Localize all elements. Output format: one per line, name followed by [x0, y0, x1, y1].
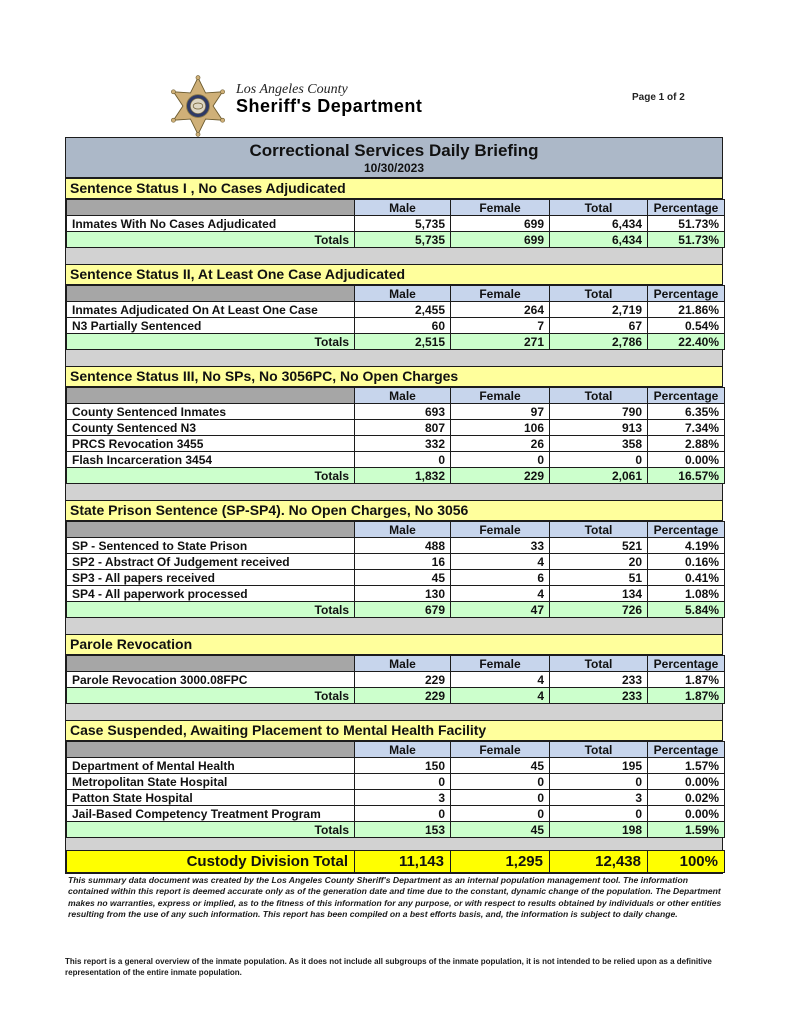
section-table — [66, 521, 725, 618]
column-header: Female — [451, 200, 550, 216]
column-header: Total — [550, 656, 648, 672]
column-header: Percentage — [648, 742, 725, 758]
totals-row — [67, 468, 725, 484]
cell-value: 233 — [550, 672, 648, 688]
cell-value: 2,455 — [355, 302, 451, 318]
table-row — [67, 806, 725, 822]
section-header: Sentence Status I , No Cases Adjudicated — [66, 178, 722, 199]
totals-value: 45 — [451, 822, 550, 838]
cell-value: 0 — [550, 452, 648, 468]
totals-value: 6,434 — [550, 232, 648, 248]
section-table — [66, 655, 725, 704]
totals-value: 2,786 — [550, 334, 648, 350]
totals-value: 22.40% — [648, 334, 725, 350]
cell-value: 0.16% — [648, 554, 725, 570]
row-label: Parole Revocation 3000.08FPC — [67, 672, 355, 688]
grand-total-percentage: 100% — [648, 851, 725, 873]
section-table — [66, 199, 725, 248]
column-header: Male — [355, 388, 451, 404]
cell-value: 0 — [550, 774, 648, 790]
cell-value: 0.02% — [648, 790, 725, 806]
report-section — [66, 264, 722, 350]
cell-value: 1.08% — [648, 586, 725, 602]
section-header: Parole Revocation — [66, 634, 722, 655]
cell-value: 6.35% — [648, 404, 725, 420]
totals-label: Totals — [67, 822, 355, 838]
cell-value: 7 — [451, 318, 550, 334]
cell-value: 0 — [451, 452, 550, 468]
totals-value: 726 — [550, 602, 648, 618]
column-header: Female — [451, 522, 550, 538]
totals-value: 2,061 — [550, 468, 648, 484]
totals-row — [67, 688, 725, 704]
cell-value: 4 — [451, 672, 550, 688]
totals-value: 229 — [355, 688, 451, 704]
column-header: Male — [355, 742, 451, 758]
totals-value: 5.84% — [648, 602, 725, 618]
row-label: Inmates Adjudicated On At Least One Case — [67, 302, 355, 318]
cell-value: 0 — [451, 774, 550, 790]
cell-value: 2,719 — [550, 302, 648, 318]
document-header — [0, 0, 791, 137]
column-header-row — [67, 286, 725, 302]
row-label: SP - Sentenced to State Prison — [67, 538, 355, 554]
totals-value: 4 — [451, 688, 550, 704]
table-row — [67, 302, 725, 318]
column-header: Percentage — [648, 522, 725, 538]
row-label: Department of Mental Health — [67, 758, 355, 774]
cell-value: 0 — [451, 790, 550, 806]
cell-value: 790 — [550, 404, 648, 420]
totals-label: Totals — [67, 232, 355, 248]
cell-value: 4.19% — [648, 538, 725, 554]
cell-value: 229 — [355, 672, 451, 688]
column-header: Total — [550, 522, 648, 538]
totals-value: 271 — [451, 334, 550, 350]
totals-value: 153 — [355, 822, 451, 838]
column-header: Male — [355, 200, 451, 216]
cell-value: 0 — [355, 452, 451, 468]
cell-value: 150 — [355, 758, 451, 774]
table-row — [67, 452, 725, 468]
column-header-row — [67, 742, 725, 758]
cell-value: 5,735 — [355, 216, 451, 232]
row-label: N3 Partially Sentenced — [67, 318, 355, 334]
table-row — [67, 420, 725, 436]
column-header: Male — [355, 522, 451, 538]
cell-value: 20 — [550, 554, 648, 570]
report-title: Correctional Services Daily Briefing — [249, 141, 539, 160]
cell-value: 1.57% — [648, 758, 725, 774]
cell-value: 332 — [355, 436, 451, 452]
table-row — [67, 216, 725, 232]
table-row — [67, 758, 725, 774]
row-label: County Sentenced Inmates — [67, 404, 355, 420]
table-row — [67, 672, 725, 688]
totals-label: Totals — [67, 468, 355, 484]
cell-value: 106 — [451, 420, 550, 436]
totals-label: Totals — [67, 334, 355, 350]
totals-row — [67, 602, 725, 618]
totals-value: 5,735 — [355, 232, 451, 248]
cell-value: 0 — [355, 806, 451, 822]
cell-value: 4 — [451, 586, 550, 602]
cell-value: 51.73% — [648, 216, 725, 232]
totals-value: 2,515 — [355, 334, 451, 350]
column-header: Total — [550, 286, 648, 302]
cell-value: 45 — [355, 570, 451, 586]
corner-cell — [67, 742, 355, 758]
cell-value: 521 — [550, 538, 648, 554]
report-sections — [66, 178, 722, 838]
cell-value: 0.54% — [648, 318, 725, 334]
column-header: Percentage — [648, 388, 725, 404]
corner-cell — [67, 656, 355, 672]
cell-value: 0 — [355, 774, 451, 790]
custody-division-total-row — [66, 850, 725, 873]
column-header: Female — [451, 742, 550, 758]
cell-value: 3 — [355, 790, 451, 806]
cell-value: 807 — [355, 420, 451, 436]
row-label: Inmates With No Cases Adjudicated — [67, 216, 355, 232]
table-row — [67, 404, 725, 420]
disclaimer-text: This summary data document was created by the Los Angeles County Sheriff's Department as an internal population management tool. The information contained within this report is deemed accurate only as of the generation date and time due to the constant, dynamic change of the population. The Department makes no warranties, express or implied, as to the fitness of this information for any purpose, or with respect to results obtained by individuals or other entities resulting from the use of any such information. This report has been compiled on a best efforts basis, and, the information is subject to daily change. — [68, 874, 722, 920]
cell-value: 264 — [451, 302, 550, 318]
totals-label: Totals — [67, 688, 355, 704]
report-date: 10/30/2023 — [363, 161, 425, 175]
corner-cell — [67, 388, 355, 404]
section-header: Sentence Status III, No SPs, No 3056PC, No Open Charges — [66, 366, 722, 387]
section-table — [66, 741, 725, 838]
totals-row — [67, 232, 725, 248]
overview-note-text: This report is a general overview of the inmate population. As it does not include all subgroups of the inmate population, it is not intended to be relied upon as a definitive representation of the entire inmate population. — [65, 957, 712, 977]
column-header-row — [67, 200, 725, 216]
corner-cell — [67, 286, 355, 302]
cell-value: 0.00% — [648, 774, 725, 790]
totals-value: 1,832 — [355, 468, 451, 484]
logo-text — [236, 74, 422, 116]
corner-cell — [67, 200, 355, 216]
cell-value: 45 — [451, 758, 550, 774]
row-label: County Sentenced N3 — [67, 420, 355, 436]
row-label: Patton State Hospital — [67, 790, 355, 806]
totals-value: 198 — [550, 822, 648, 838]
sheriff-star-badge-icon — [166, 74, 230, 138]
totals-value: 1.59% — [648, 822, 725, 838]
report-title-bar — [66, 138, 722, 178]
cell-value: 26 — [451, 436, 550, 452]
column-header: Female — [451, 656, 550, 672]
report-section — [66, 500, 722, 618]
totals-label: Totals — [67, 602, 355, 618]
section-header: State Prison Sentence (SP-SP4). No Open Charges, No 3056 — [66, 500, 722, 521]
section-header: Case Suspended, Awaiting Placement to Mental Health Facility — [66, 720, 722, 741]
totals-value: 1.87% — [648, 688, 725, 704]
row-label: Flash Incarceration 3454 — [67, 452, 355, 468]
totals-value: 16.57% — [648, 468, 725, 484]
report-section — [66, 634, 722, 704]
grand-total-label: Custody Division Total — [67, 851, 355, 873]
cell-value: 60 — [355, 318, 451, 334]
totals-value: 229 — [451, 468, 550, 484]
cell-value: 0 — [451, 806, 550, 822]
column-header: Percentage — [648, 656, 725, 672]
totals-row — [67, 822, 725, 838]
column-header: Total — [550, 742, 648, 758]
logo-department-line: Sheriff's Department — [236, 96, 423, 116]
cell-value: 195 — [550, 758, 648, 774]
grand-total-male: 11,143 — [355, 851, 451, 873]
lasd-logo — [166, 74, 422, 138]
row-label: PRCS Revocation 3455 — [67, 436, 355, 452]
cell-value: 3 — [550, 790, 648, 806]
column-header: Percentage — [648, 286, 725, 302]
cell-value: 488 — [355, 538, 451, 554]
report-section — [66, 178, 722, 248]
cell-value: 33 — [451, 538, 550, 554]
column-header: Female — [451, 286, 550, 302]
corner-cell — [67, 522, 355, 538]
cell-value: 358 — [550, 436, 648, 452]
section-table — [66, 387, 725, 484]
cell-value: 67 — [550, 318, 648, 334]
table-row — [67, 790, 725, 806]
cell-value: 699 — [451, 216, 550, 232]
cell-value: 7.34% — [648, 420, 725, 436]
column-header: Female — [451, 388, 550, 404]
table-row — [67, 318, 725, 334]
grand-total-wrap — [66, 850, 722, 873]
table-row — [67, 586, 725, 602]
section-table — [66, 285, 725, 350]
column-header: Total — [550, 388, 648, 404]
cell-value: 16 — [355, 554, 451, 570]
section-header: Sentence Status II, At Least One Case Adjudicated — [66, 264, 722, 285]
totals-value: 51.73% — [648, 232, 725, 248]
grand-total-female: 1,295 — [451, 851, 550, 873]
table-row — [67, 774, 725, 790]
table-row — [67, 554, 725, 570]
row-label: SP2 - Abstract Of Judgement received — [67, 554, 355, 570]
cell-value: 0.00% — [648, 452, 725, 468]
cell-value: 130 — [355, 586, 451, 602]
row-label: Jail-Based Competency Treatment Program — [67, 806, 355, 822]
cell-value: 134 — [550, 586, 648, 602]
cell-value: 693 — [355, 404, 451, 420]
totals-value: 47 — [451, 602, 550, 618]
cell-value: 21.86% — [648, 302, 725, 318]
cell-value: 0 — [550, 806, 648, 822]
table-row — [67, 436, 725, 452]
totals-value: 233 — [550, 688, 648, 704]
cell-value: 2.88% — [648, 436, 725, 452]
cell-value: 97 — [451, 404, 550, 420]
column-header-row — [67, 522, 725, 538]
column-header: Male — [355, 286, 451, 302]
page-indicator: Page 1 of 2 — [632, 92, 685, 103]
report-section — [66, 366, 722, 484]
cell-value: 51 — [550, 570, 648, 586]
table-row — [67, 570, 725, 586]
cell-value: 6,434 — [550, 216, 648, 232]
logo-county-line: Los Angeles County — [236, 82, 348, 97]
column-header-row — [67, 388, 725, 404]
report-section — [66, 720, 722, 838]
grand-total-total: 12,438 — [550, 851, 648, 873]
column-header: Percentage — [648, 200, 725, 216]
daily-briefing-report — [65, 137, 723, 874]
totals-row — [67, 334, 725, 350]
cell-value: 0.41% — [648, 570, 725, 586]
row-label: Metropolitan State Hospital — [67, 774, 355, 790]
totals-value: 679 — [355, 602, 451, 618]
column-header-row — [67, 656, 725, 672]
cell-value: 1.87% — [648, 672, 725, 688]
table-row — [67, 538, 725, 554]
totals-value: 699 — [451, 232, 550, 248]
cell-value: 0.00% — [648, 806, 725, 822]
cell-value: 6 — [451, 570, 550, 586]
row-label: SP4 - All paperwork processed — [67, 586, 355, 602]
cell-value: 913 — [550, 420, 648, 436]
column-header: Male — [355, 656, 451, 672]
cell-value: 4 — [451, 554, 550, 570]
column-header: Total — [550, 200, 648, 216]
row-label: SP3 - All papers received — [67, 570, 355, 586]
